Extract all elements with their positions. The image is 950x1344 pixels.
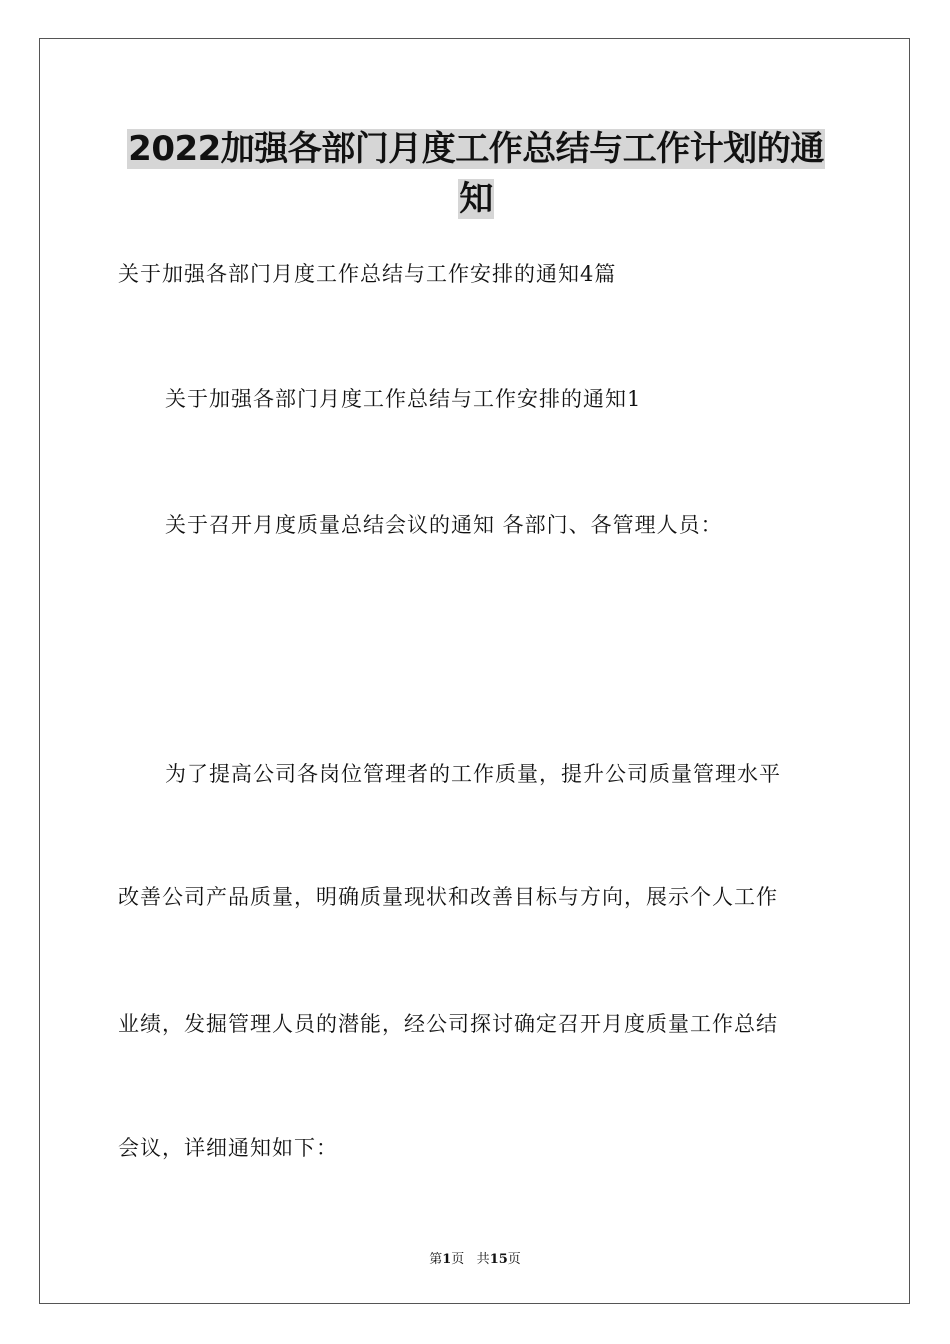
- page-border: [39, 38, 910, 1304]
- footer-total-unit: 页: [507, 1252, 521, 1267]
- paragraph-heading: 关于加强各部门月度工作总结与工作安排的通知1: [165, 387, 642, 411]
- paragraph-subtitle: 关于加强各部门月度工作总结与工作安排的通知4篇: [118, 262, 617, 286]
- footer-total-prefix: 共: [476, 1252, 490, 1267]
- footer-page-unit: 页: [451, 1252, 465, 1267]
- paragraph-body-line: 会议，详细通知如下：: [118, 1136, 338, 1160]
- document-title: [118, 124, 834, 224]
- paragraph-notice: 关于召开月度质量总结会议的通知 各部门、各管理人员：: [165, 513, 723, 537]
- footer-total-pages: 15: [489, 1252, 508, 1267]
- title-text: 2022加强各部门月度工作总结与工作计划的通知: [128, 129, 824, 219]
- paragraph-body-line: 为了提高公司各岗位管理者的工作质量，提升公司质量管理水平: [165, 762, 781, 786]
- footer-page-prefix: 第: [429, 1252, 443, 1267]
- paragraph-body-line: 改善公司产品质量，明确质量现状和改善目标与方向，展示个人工作: [118, 885, 778, 909]
- page-footer: [0, 1248, 950, 1267]
- footer-page-number: 1: [442, 1252, 452, 1267]
- paragraph-body-line: 业绩，发掘管理人员的潜能，经公司探讨确定召开月度质量工作总结: [118, 1012, 778, 1036]
